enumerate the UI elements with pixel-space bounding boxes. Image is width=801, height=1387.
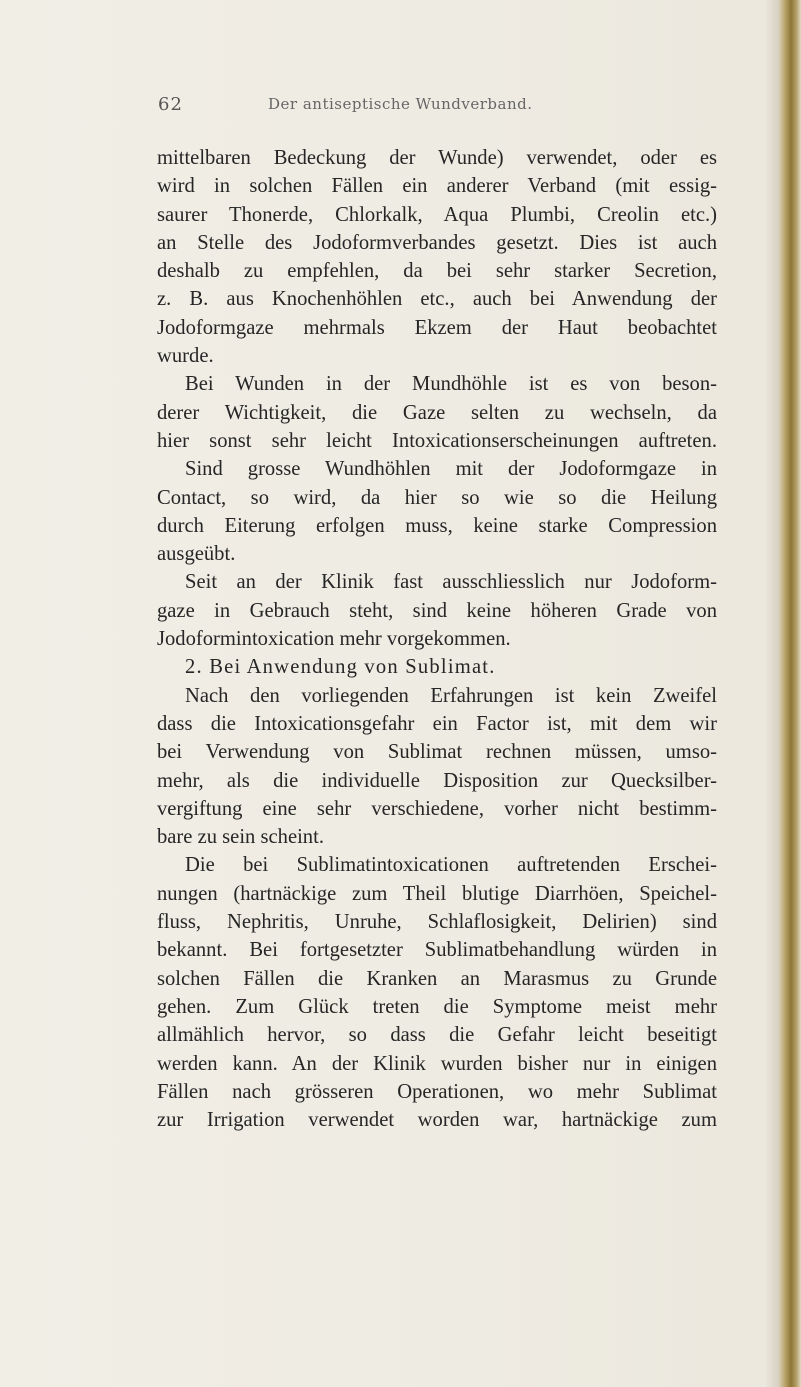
text-line: mittelbaren Bedeckung der Wunde) verwendet, oder es bbox=[157, 147, 717, 169]
binding-shadow bbox=[765, 0, 779, 1387]
text-line: gaze in Gebrauch steht, sind keine höheren Grade von bbox=[157, 599, 717, 622]
text-line: Contact, so wird, da hier so wie so die Heilung bbox=[157, 486, 717, 509]
text-line: derer Wichtigkeit, die Gaze selten zu wechseln, da bbox=[157, 401, 717, 424]
text-line: durch Eiterung erfolgen muss, keine starke Compression bbox=[157, 514, 717, 537]
text-line: dass die Intoxicationsgefahr ein Factor ist, mit dem wir bbox=[157, 712, 717, 735]
text-line: wurde. bbox=[157, 345, 214, 368]
paragraph-start-line: Die bei Sublimatintoxicationen auftretenden Erschei- bbox=[185, 854, 717, 877]
text-line: an Stelle des Jodoformverbandes gesetzt. Dies ist auch bbox=[157, 231, 717, 254]
text-line: ausgeübt. bbox=[157, 543, 236, 566]
text-line: bekannt. Bei fortgesetzter Sublimatbehandlung würden in bbox=[157, 939, 717, 962]
text-line: hier sonst sehr leicht Intoxicationserscheinungen auftreten. bbox=[157, 429, 717, 452]
text-line: Jodoformintoxication mehr vorgekommen. bbox=[157, 628, 511, 651]
paragraph-start-line: Sind grosse Wundhöhlen mit der Jodoformgaze in bbox=[185, 458, 717, 481]
text-line: zur Irrigation verwendet worden war, hartnäckige zum bbox=[157, 1109, 717, 1132]
page-number: 62 bbox=[158, 94, 183, 115]
text-line: allmählich hervor, so dass die Gefahr leicht beseitigt bbox=[157, 1024, 717, 1047]
text-line: nungen (hartnäckige zum Theil blutige Diarrhöen, Speichel- bbox=[157, 882, 717, 905]
paragraph-start-line: Nach den vorliegenden Erfahrungen ist kein Zweifel bbox=[185, 684, 717, 707]
text-line: Jodoformgaze mehrmals Ekzem der Haut beobachtet bbox=[157, 316, 717, 339]
text-line: bare zu sein scheint. bbox=[157, 826, 324, 849]
paragraph-start-line: Seit an der Klinik fast ausschliesslich nur Jodoform- bbox=[185, 571, 717, 594]
text-line: wird in solchen Fällen ein anderer Verband (mit essig- bbox=[157, 175, 717, 198]
text-line: fluss, Nephritis, Unruhe, Schlaflosigkeit, Delirien) sind bbox=[157, 911, 717, 934]
text-line: z. B. aus Knochenhöhlen etc., auch bei Anwendung der bbox=[157, 288, 717, 311]
text-line: solchen Fällen die Kranken an Marasmus zu Grunde bbox=[157, 967, 717, 990]
text-line: bei Verwendung von Sublimat rechnen müssen, umso- bbox=[157, 741, 717, 764]
text-line: Fällen nach grösseren Operationen, wo mehr Sublimat bbox=[157, 1080, 717, 1103]
text-line: gehen. Zum Glück treten die Symptome meist mehr bbox=[157, 995, 717, 1018]
body-text bbox=[157, 144, 717, 1134]
text-line: vergiftung eine sehr verschiedene, vorher nicht bestimm- bbox=[157, 797, 717, 820]
text-line: deshalb zu empfehlen, da bei sehr starker Secretion, bbox=[157, 260, 717, 283]
page-header bbox=[158, 94, 718, 116]
text-line: saurer Thonerde, Chlorkalk, Aqua Plumbi, Creolin etc.) bbox=[157, 203, 717, 226]
text-line: mehr, als die individuelle Disposition zur Quecksilber- bbox=[157, 769, 717, 792]
paragraph-start-line: Bei Wunden in der Mundhöhle ist es von beson- bbox=[185, 373, 717, 396]
text-line: werden kann. An der Klinik wurden bisher nur in einigen bbox=[157, 1052, 717, 1075]
section-heading: 2. Bei Anwendung von Sublimat. bbox=[185, 656, 496, 679]
running-head: Der antiseptische Wundverband. bbox=[268, 95, 533, 113]
binding-edge bbox=[779, 0, 801, 1387]
